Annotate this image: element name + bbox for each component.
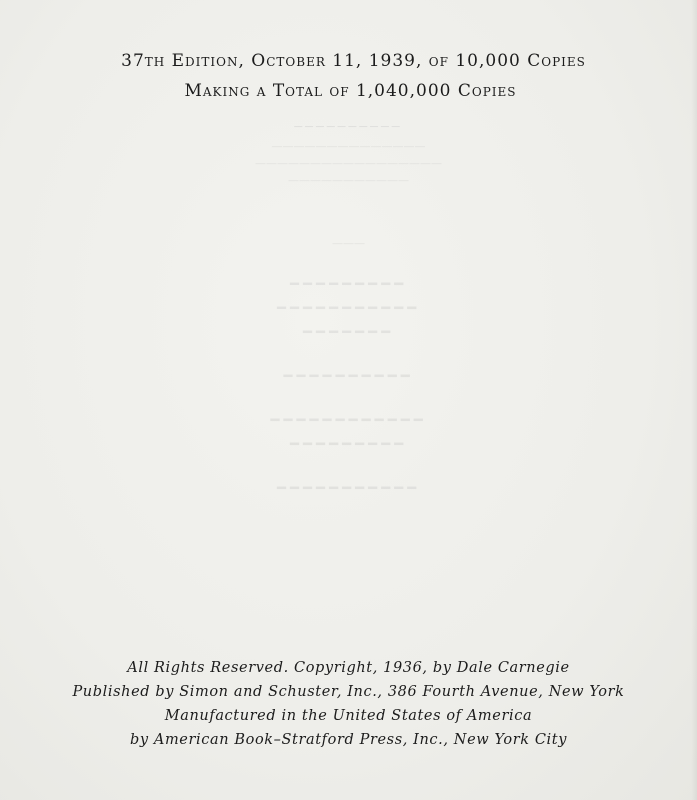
edition-line: 37th Edition, October 11, 1939, of 10,000 Copies — [121, 51, 586, 71]
show-through-from-reverse-page: ────────── —————————————— ————————————————— ——————————— ——— ━━━━━━━━━ ━━━━━━━━━━━ ━━━━━━━ ━━━━━━━━━━ ━━━━━━━━━━━━ ━━━━━━━━━ ━━━━━━━━━━━ — [255, 120, 442, 497]
copyright-line: All Rights Reserved. Copyright, 1936, by Dale Carnegie — [127, 660, 570, 676]
edition-notice — [0, 46, 697, 106]
copyright-imprint — [0, 656, 697, 752]
printer-line: by American Book–Stratford Press, Inc., New York City — [130, 732, 567, 748]
manufactured-line: Manufactured in the United States of America — [164, 708, 533, 724]
publisher-line: Published by Simon and Schuster, Inc., 386 Fourth Avenue, New York — [72, 684, 625, 700]
total-copies-line: Making a Total of 1,040,000 Copies — [184, 81, 517, 101]
